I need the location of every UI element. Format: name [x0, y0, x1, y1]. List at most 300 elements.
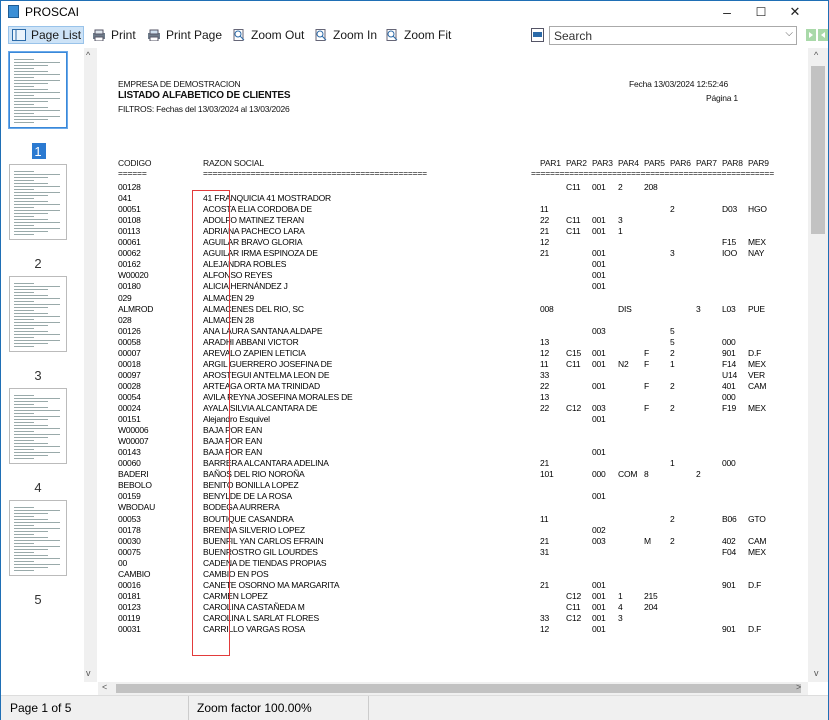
- cell-razon: ALMACEN 28: [203, 314, 254, 325]
- cell-par: 001: [592, 347, 606, 358]
- thumbnail-label: 2: [34, 256, 42, 271]
- cell-par: 2: [670, 204, 675, 215]
- thumbnail-line: [14, 122, 34, 123]
- thumbnail-line: [14, 534, 34, 535]
- cell-par: C11: [566, 601, 581, 612]
- cell-razon: BARRERA ALCANTARA ADELINA: [203, 458, 329, 469]
- cell-par: L03: [722, 303, 736, 314]
- page-thumbnail-3[interactable]: [9, 276, 67, 352]
- thumbnail-line: [14, 92, 60, 93]
- cell-razon: ALICIA HERNÁNDEZ J: [203, 281, 288, 292]
- cell-par: CAM: [748, 380, 767, 391]
- cell-par: D03: [722, 204, 737, 215]
- cell-razon: AGUILAR BRAVO GLORIA: [203, 237, 303, 248]
- thumbnail-line: [14, 337, 34, 338]
- thumbnail-line: [14, 222, 60, 223]
- zoom-in-icon: [314, 29, 328, 41]
- cell-par: CAM: [748, 535, 767, 546]
- zoom-in-button[interactable]: [314, 26, 377, 44]
- cell-codigo: 00030: [118, 535, 141, 546]
- thumbnail-line: [14, 71, 48, 72]
- cell-par: 003: [592, 325, 606, 336]
- page-indicator: Page 1 of 5: [10, 701, 72, 715]
- cell-codigo: WBODAU: [118, 502, 156, 513]
- underline-pars: ===================================================: [531, 168, 774, 178]
- cell-par: 000: [722, 336, 736, 347]
- thumbnail-line: [14, 425, 48, 426]
- cell-par: 001: [592, 259, 606, 270]
- cell-par: D.F: [748, 347, 762, 358]
- cell-par: 000: [722, 458, 736, 469]
- header-par9: PAR9: [748, 158, 769, 168]
- cell-razon: AROSTEGUI ANTELMA LEON DE: [203, 369, 330, 380]
- cell-par: 22: [540, 403, 550, 413]
- cell-codigo: 00181: [118, 590, 141, 601]
- thumbnail-scrollbar[interactable]: [84, 48, 97, 682]
- highlight-box: [192, 190, 230, 656]
- cell-par: C12: [566, 403, 581, 413]
- printer-icon: [92, 29, 106, 41]
- cell-par: 1: [618, 226, 623, 237]
- cell-razon: ANA LAURA SANTANA ALDAPE: [203, 325, 323, 336]
- zoom-out-button[interactable]: [232, 26, 304, 44]
- thumbnail-line: [14, 443, 48, 444]
- thumbnail-line: [14, 171, 34, 172]
- title-bar: [1, 1, 828, 23]
- page-thumbnail-2[interactable]: [9, 164, 67, 240]
- thumbnail-line: [14, 304, 60, 305]
- underline-codigo: ======: [118, 168, 147, 178]
- thumbnail-line: [14, 204, 60, 205]
- thumbnail-line: [14, 555, 48, 556]
- cell-codigo: BADERI: [118, 469, 149, 480]
- cell-codigo: 00054: [118, 391, 141, 402]
- thumbnail-line: [14, 546, 60, 547]
- cell-par: 21: [540, 458, 550, 469]
- cell-par: GTO: [748, 513, 766, 524]
- thumbnail-line: [14, 59, 34, 60]
- cell-codigo: 00061: [118, 237, 141, 248]
- thumbnail-line: [14, 567, 48, 568]
- cell-razon: ALMACENES DEL RIO, SC: [203, 303, 304, 314]
- thumbnail-line: [14, 62, 60, 63]
- cell-codigo: 00123: [118, 601, 141, 612]
- cell-par: 11: [540, 513, 549, 524]
- vertical-scrollbar[interactable]: [808, 48, 828, 682]
- cell-par: 3: [670, 248, 675, 259]
- thumbnail-line: [14, 401, 48, 402]
- thumbnail-line: [14, 298, 60, 299]
- cell-razon: BUENFIL YAN CARLOS EFRAIN: [203, 535, 324, 546]
- cell-par: 21: [540, 248, 550, 259]
- cell-par: 12: [540, 347, 550, 358]
- cell-par: 901: [722, 624, 736, 634]
- cell-codigo: 00126: [118, 325, 141, 336]
- cell-par: 001: [592, 380, 606, 391]
- cell-par: M: [644, 535, 651, 546]
- cell-razon: AGUILAR IRMA ESPINOZA DE: [203, 248, 318, 259]
- page-list-icon: [12, 29, 26, 41]
- scroll-down-icon[interactable]: v: [86, 668, 91, 678]
- search-input[interactable]: [549, 26, 797, 45]
- thumbnail-line: [14, 192, 60, 193]
- cell-par: C15: [566, 347, 581, 358]
- maximize-button[interactable]: ☐: [755, 5, 767, 19]
- thumbnail-line: [14, 419, 48, 420]
- header-par4: PAR4: [618, 158, 639, 168]
- cell-razon: BAJA POR EAN: [203, 425, 263, 436]
- zoom-factor: Zoom factor 100.00%: [197, 701, 312, 715]
- cell-codigo: 00159: [118, 491, 141, 502]
- report-page: Página 1: [706, 93, 738, 103]
- cell-par: F14: [722, 358, 737, 369]
- thumbnail-line: [14, 286, 60, 287]
- cell-par: 33: [540, 369, 550, 380]
- thumbnail-line: [14, 207, 34, 208]
- cell-codigo: 028: [118, 314, 132, 325]
- cell-par: VER: [748, 369, 765, 380]
- thumbnail-line: [14, 195, 48, 196]
- thumbnail-line: [14, 552, 34, 553]
- thumbnail-line: [14, 219, 48, 220]
- thumbnail-line: [14, 513, 48, 514]
- header-par2: PAR2: [566, 158, 587, 168]
- thumbnail-line: [14, 116, 60, 117]
- cell-par: 2: [670, 535, 675, 546]
- cell-par: N2: [618, 358, 629, 369]
- cell-par: 2: [670, 380, 675, 391]
- cell-codigo: 00053: [118, 513, 141, 524]
- thumbnail-line: [14, 522, 60, 523]
- thumbnail-line: [14, 549, 48, 550]
- cell-par: 21: [540, 535, 550, 546]
- thumbnail-line: [14, 210, 60, 211]
- thumbnail-line: [14, 395, 34, 396]
- cell-par: C11: [566, 182, 581, 192]
- header-par8: PAR8: [722, 158, 743, 168]
- thumbnail-line: [14, 201, 48, 202]
- find-previous-icon[interactable]: [818, 29, 828, 41]
- thumbnail-line: [14, 561, 34, 562]
- cell-par: 1: [670, 358, 675, 369]
- report-viewer: [98, 48, 808, 682]
- cell-par: 11: [540, 204, 549, 215]
- cell-par: 401: [722, 380, 736, 391]
- cell-par: 12: [540, 237, 550, 248]
- cell-razon: ADRIANA PACHECO LARA: [203, 226, 305, 237]
- cell-par: 12: [540, 624, 550, 634]
- thumbnail-line: [14, 455, 48, 456]
- cell-razon: BAJA POR EAN: [203, 447, 263, 458]
- cell-par: 001: [592, 248, 606, 259]
- cell-razon: CADENA DE TIENDAS PROPIAS: [203, 557, 327, 568]
- thumbnail-line: [14, 558, 60, 559]
- cell-razon: AREVALO ZAPIEN LETICIA: [203, 347, 306, 358]
- cell-par: C12: [566, 612, 581, 623]
- scroll-up-icon[interactable]: ^: [86, 50, 91, 60]
- cell-par: 901: [722, 347, 736, 358]
- page-thumbnail-4[interactable]: [9, 388, 67, 464]
- thumbnail-line: [14, 231, 48, 232]
- cell-par: 003: [592, 403, 606, 413]
- cell-razon: ALMACEN 29: [203, 292, 254, 303]
- thumbnail-line: [14, 228, 60, 229]
- cell-par: 22: [540, 380, 550, 391]
- cell-codigo: 00162: [118, 259, 141, 270]
- report-title: LISTADO ALFABETICO DE CLIENTES: [118, 90, 291, 101]
- zoom-out-icon: [232, 29, 246, 41]
- page-thumbnail-1[interactable]: [9, 52, 67, 128]
- zoom-in-label: Zoom In: [333, 28, 378, 42]
- cell-codigo: W00020: [118, 270, 149, 281]
- thumbnail-line: [14, 410, 60, 411]
- cell-par: 33: [540, 612, 550, 623]
- status-bar: [1, 695, 828, 720]
- thumbnail-line: [14, 543, 34, 544]
- thumbnail-line: [14, 525, 34, 526]
- scroll-thumb[interactable]: [811, 66, 825, 234]
- thumbnail-line: [14, 174, 60, 175]
- cell-par: 21: [540, 226, 550, 237]
- cell-razon: BENYLDE DE LA ROSA: [203, 491, 292, 502]
- cell-par: 215: [644, 590, 658, 601]
- cell-codigo: 00062: [118, 248, 141, 259]
- cell-par: 901: [722, 579, 736, 590]
- scroll-up-icon[interactable]: ^: [814, 50, 819, 60]
- cell-razon: CAROLINA L SARLAT FLORES: [203, 612, 319, 623]
- header-codigo: CODIGO: [118, 158, 152, 168]
- thumbnail-line: [14, 74, 60, 75]
- cell-codigo: 00051: [118, 204, 141, 215]
- thumbnail-line: [14, 180, 34, 181]
- cell-razon: ARADHI ABBANI VICTOR: [203, 336, 299, 347]
- thumbnail-line: [14, 531, 48, 532]
- cell-par: C12: [566, 590, 581, 601]
- thumbnail-line: [14, 177, 48, 178]
- report-date: Fecha 13/03/2024 12:52:46: [629, 79, 728, 89]
- thumbnail-line: [14, 404, 34, 405]
- thumbnail-line: [14, 428, 60, 429]
- cell-razon: CARRILLO VARGAS ROSA: [203, 624, 306, 634]
- cell-par: 8: [644, 469, 649, 480]
- thumbnail-line: [14, 570, 34, 571]
- cell-razon: CANETE OSORNO MA MARGARITA: [203, 579, 340, 590]
- thumbnail-line: [14, 113, 34, 114]
- scroll-left-icon[interactable]: <: [102, 682, 108, 692]
- cell-par: F: [644, 403, 649, 413]
- cell-codigo: 00007: [118, 347, 141, 358]
- cell-par: F04: [722, 546, 737, 557]
- cell-razon: BENITO BONILLA LOPEZ: [203, 480, 299, 491]
- thumbnail-line: [14, 216, 34, 217]
- cell-par: 001: [592, 624, 606, 634]
- cell-razon: ARGIL GUERRERO JOSEFINA DE: [203, 358, 333, 369]
- cell-codigo: ALMROD: [118, 303, 154, 314]
- thumbnail-line: [14, 528, 60, 529]
- cell-par: 21: [540, 579, 550, 590]
- cell-par: 2: [696, 469, 701, 480]
- thumbnail-line: [14, 431, 34, 432]
- cell-codigo: 00128: [118, 182, 141, 192]
- cell-par: 3: [618, 612, 623, 623]
- thumbnail-line: [14, 519, 48, 520]
- thumbnail-line: [14, 86, 34, 87]
- cell-par: 13: [540, 391, 550, 402]
- cell-codigo: W00007: [118, 436, 149, 447]
- thumbnail-line: [14, 65, 48, 66]
- thumbnail-line: [14, 68, 34, 69]
- zoom-fit-label: Zoom Fit: [404, 28, 452, 42]
- cell-par: 000: [722, 391, 736, 402]
- cell-par: 208: [644, 182, 658, 192]
- thumbnail-line: [14, 343, 48, 344]
- find-next-icon[interactable]: [806, 29, 816, 41]
- cell-codigo: 00180: [118, 281, 141, 292]
- thumbnail-line: [14, 437, 48, 438]
- cell-codigo: 00119: [118, 612, 141, 623]
- header-par3: PAR3: [592, 158, 613, 168]
- thumbnail-line: [14, 283, 34, 284]
- thumbnail-line: [14, 413, 34, 414]
- cell-par: 001: [592, 270, 606, 281]
- print-button[interactable]: [92, 26, 136, 44]
- cell-par: 2: [618, 182, 623, 192]
- status-divider: [368, 696, 369, 720]
- cell-codigo: 029: [118, 292, 132, 303]
- cell-codigo: W00006: [118, 425, 149, 436]
- cell-codigo: CAMBIO: [118, 568, 151, 579]
- cell-razon: ALEJANDRA ROBLES: [203, 259, 287, 270]
- cell-par: 002: [592, 524, 606, 535]
- cell-par: 008: [540, 303, 554, 314]
- cell-par: 204: [644, 601, 658, 612]
- cell-razon: AVILA REYNA JOSEFINA MORALES DE: [203, 391, 353, 402]
- thumbnail-line: [14, 292, 34, 293]
- cell-codigo: 00178: [118, 524, 141, 535]
- cell-par: 001: [592, 590, 606, 601]
- cell-codigo: 00060: [118, 458, 141, 469]
- cell-par: MEX: [748, 358, 766, 369]
- thumbnail-line: [14, 186, 60, 187]
- cell-par: 001: [592, 447, 606, 458]
- cell-codigo: 00028: [118, 380, 141, 391]
- zoom-fit-icon: [385, 29, 399, 41]
- thumbnail-line: [14, 340, 60, 341]
- header-par7: PAR7: [696, 158, 717, 168]
- cell-par: F: [644, 358, 649, 369]
- cell-razon: CARMEN LOPEZ: [203, 590, 268, 601]
- cell-par: NAY: [748, 248, 765, 259]
- cell-par: 001: [592, 579, 606, 590]
- cell-par: 2: [670, 403, 675, 413]
- cell-par: 2: [670, 513, 675, 524]
- report-filters: FILTROS: Fechas del 13/03/2024 al 13/03/2026: [118, 104, 290, 114]
- cell-par: F: [644, 347, 649, 358]
- underline-razon: ===============================================: [203, 168, 427, 178]
- page-list-label: Page List: [31, 28, 82, 42]
- cell-razon: ADOLFO MATINEZ TERAN: [203, 215, 305, 226]
- cell-par: 3: [618, 215, 623, 226]
- thumbnail-line: [14, 307, 48, 308]
- header-par5: PAR5: [644, 158, 665, 168]
- cell-par: 5: [670, 336, 675, 347]
- cell-par: 1: [670, 458, 675, 469]
- minimize-button[interactable]: –: [723, 4, 731, 20]
- app-icon: [8, 5, 19, 18]
- scroll-thumb[interactable]: [116, 684, 801, 693]
- company-name: EMPRESA DE DEMOSTRACION: [118, 79, 241, 89]
- cell-par: 22: [540, 215, 550, 226]
- page-thumbnail-5[interactable]: [9, 500, 67, 576]
- cell-par: D.F: [748, 624, 762, 634]
- thumbnail-line: [14, 101, 48, 102]
- thumbnail-line: [14, 104, 34, 105]
- thumbnail-line: [14, 295, 48, 296]
- thumbnail-label: 3: [34, 368, 42, 383]
- zoom-out-label: Zoom Out: [251, 28, 305, 42]
- cell-codigo: 00: [118, 557, 128, 568]
- chevron-down-icon[interactable]: ⌵: [785, 28, 793, 39]
- cell-par: C11: [566, 226, 581, 237]
- window-title: PROSCAI: [25, 5, 80, 19]
- cell-codigo: 00018: [118, 358, 141, 369]
- close-button[interactable]: ✕: [789, 4, 801, 19]
- cell-razon: CAROLINA CASTAÑEDA M: [203, 601, 305, 612]
- thumbnail-line: [14, 407, 48, 408]
- cell-par: MEX: [748, 546, 766, 557]
- cell-par: 11: [540, 358, 549, 369]
- cell-par: MEX: [748, 237, 766, 248]
- cell-codigo: 041: [118, 193, 132, 204]
- scroll-down-icon[interactable]: v: [814, 668, 819, 678]
- cell-par: IOO: [722, 248, 737, 259]
- status-divider: [188, 696, 189, 720]
- thumbnail-line: [14, 537, 48, 538]
- cell-par: 001: [592, 414, 606, 425]
- cell-par: B06: [722, 513, 737, 524]
- cell-codigo: 00151: [118, 414, 141, 425]
- cell-par: 101: [540, 469, 554, 480]
- cell-par: F15: [722, 237, 737, 248]
- cell-codigo: 00016: [118, 579, 141, 590]
- thumbnail-line: [14, 183, 48, 184]
- thumbnail-line: [14, 422, 34, 423]
- cell-par: MEX: [748, 403, 766, 413]
- cell-codigo: 00143: [118, 447, 141, 458]
- cell-par: 001: [592, 491, 606, 502]
- cell-razon: BUENROSTRO GIL LOURDES: [203, 546, 318, 557]
- cell-par: 4: [618, 601, 623, 612]
- scroll-right-icon[interactable]: >: [796, 682, 802, 692]
- header-par1: PAR1: [540, 158, 561, 168]
- cell-codigo: 00031: [118, 624, 141, 634]
- cell-razon: BAÑOS DEL RIO NOROÑA: [203, 469, 305, 480]
- page-list-button[interactable]: [8, 26, 84, 44]
- horizontal-scrollbar[interactable]: [98, 682, 808, 695]
- cell-codigo: 00097: [118, 369, 141, 380]
- thumbnail-line: [14, 80, 60, 81]
- cell-razon: CAMBIO EN POS: [203, 568, 269, 579]
- zoom-fit-button[interactable]: [385, 26, 451, 44]
- thumbnail-line: [14, 416, 60, 417]
- cell-codigo: 00075: [118, 546, 141, 557]
- print-page-button[interactable]: [147, 26, 222, 44]
- cell-par: 13: [540, 336, 550, 347]
- thumbnail-line: [14, 213, 48, 214]
- cell-codigo: 00024: [118, 403, 141, 413]
- cell-par: 003: [592, 535, 606, 546]
- cell-par: 000: [592, 469, 606, 480]
